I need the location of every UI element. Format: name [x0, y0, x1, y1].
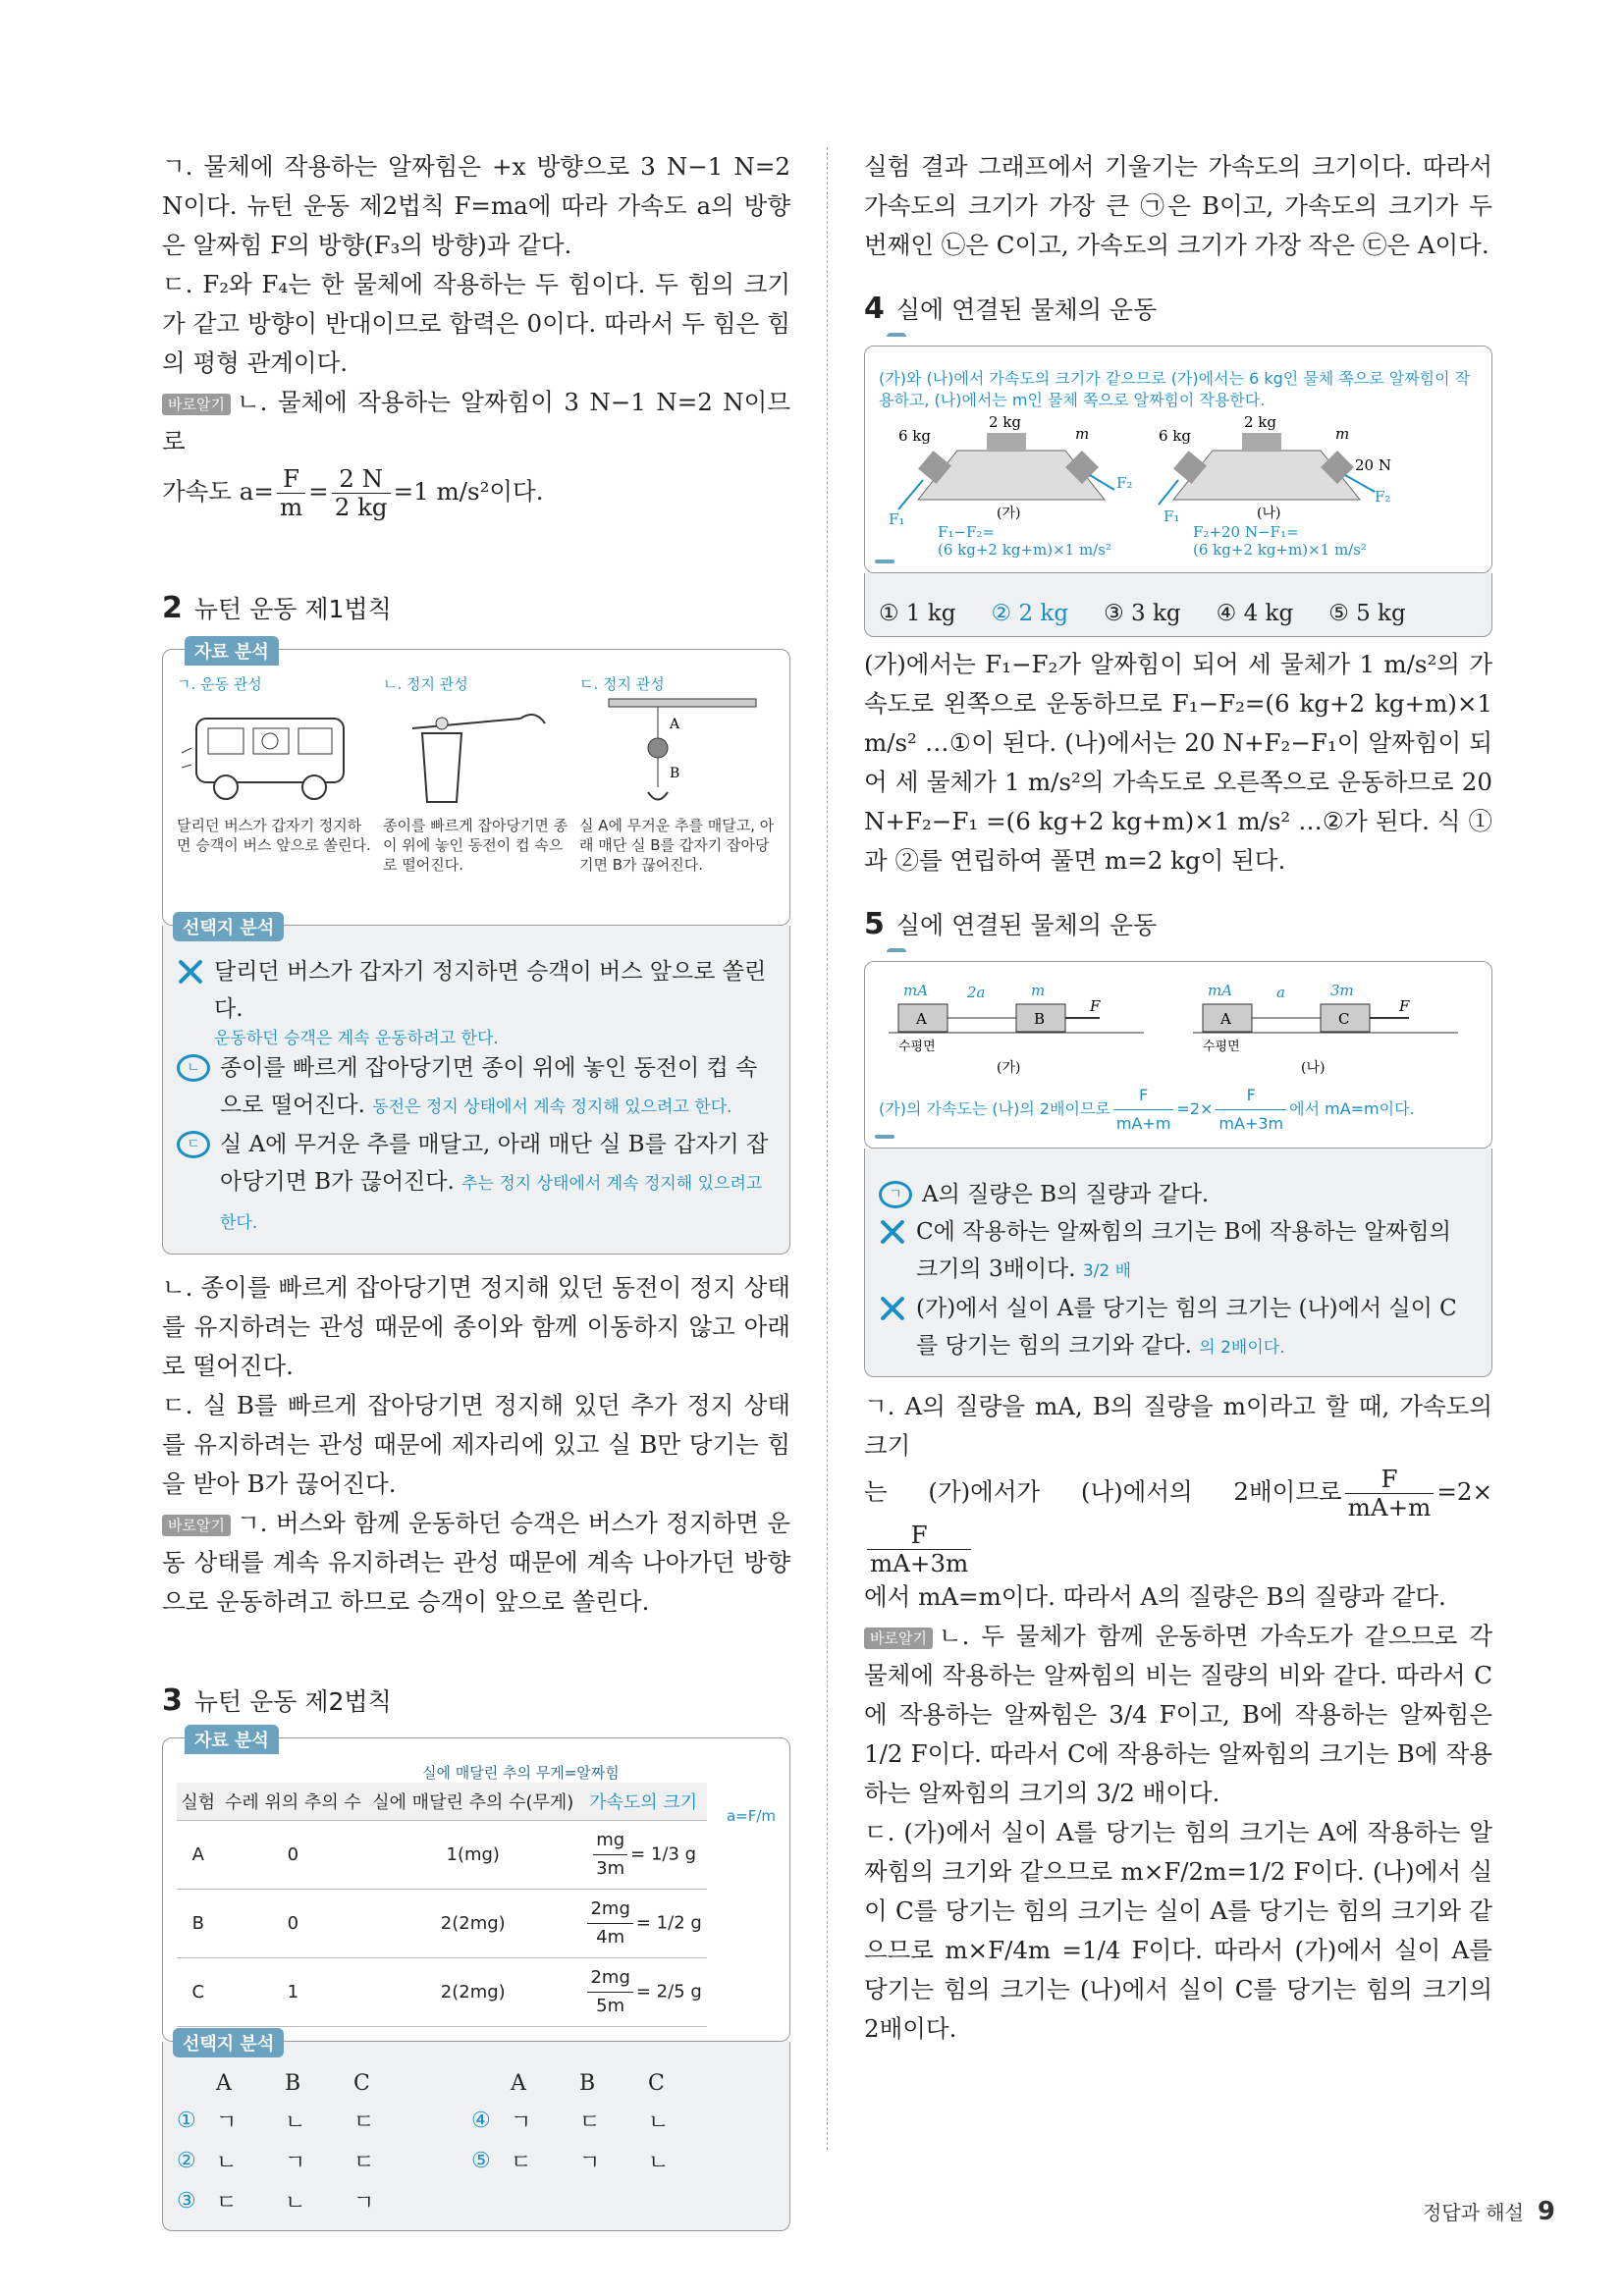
- svg-text:B: B: [1034, 1010, 1046, 1028]
- experiment-table: 실험 수레 위의 추의 수 실에 매달린 추의 수(무게) 가속도의 크기 A 0 1(mg) $\frac{mg}{3m}$ = 1/3 g B 0 2(2mg) $\frac{2mg}{4m}$ = 1/2 g C 1 2(2mg) $\frac{2mg}{5m}$ = 2/5 g: [177, 1783, 707, 2027]
- data-analysis-tab: 자료 분석: [185, 1725, 279, 1754]
- svg-text:F₂+20 N−F₁=: F₂+20 N−F₁=: [1193, 523, 1299, 541]
- section-heading: 3 뉴턴 운동 제2법칙: [162, 1683, 392, 1718]
- case-bus: ㄱ. 운동 관성 달리던 버스가 갑자기 정지하면 승객이 버스 앞으로 쏠린다.: [177, 673, 373, 875]
- data-analysis-box: [864, 346, 1492, 573]
- answer-option: ③ 3 kg: [1104, 601, 1181, 626]
- data-analysis-box: [864, 961, 1492, 1148]
- fix-tag: 바로알기: [162, 394, 231, 415]
- explanation-paragraph: 바로알기 ㄱ. 버스와 함께 운동하던 승객은 버스가 정지하면 운동 상태를 계속 유지하려는 관성 때문에 계속 나아가던 방향으로 운동하려고 하므로 승객이 앞으로 쏠린다.: [162, 1509, 790, 1616]
- svg-text:6 kg: 6 kg: [1159, 427, 1192, 445]
- svg-text:2 kg: 2 kg: [989, 413, 1022, 431]
- cup-coin-illustration: [383, 694, 560, 812]
- case-string: ㄷ. 정지 관성 A B 실 A에 무거운 추를 매달고, 아래 매단 실 B를 갑자기 잡아당기면 B가 끊어진다.: [579, 675, 775, 874]
- svg-text:2a: 2a: [967, 984, 986, 1001]
- svg-text:mA: mA: [1208, 982, 1233, 999]
- svg-text:(가): (가): [997, 506, 1021, 521]
- svg-text:F₂: F₂: [1375, 488, 1391, 506]
- svg-text:F₂: F₂: [1116, 474, 1133, 492]
- fix-tag: 바로알기: [864, 1628, 933, 1649]
- svg-text:3m: 3m: [1330, 982, 1354, 999]
- circle-mark-icon: ㄷ: [177, 1131, 210, 1158]
- choice-analysis: [162, 2034, 790, 2231]
- answer-option: ⑤ 5 kg: [1328, 601, 1406, 626]
- section-heading: 4 실에 연결된 물체의 운동: [864, 292, 1158, 326]
- svg-text:수평면: 수평면: [1203, 1040, 1240, 1054]
- choice-item: ㄱ A의 질량은 B의 질량과 같다.: [879, 1176, 1478, 1213]
- x-mark-icon: [177, 958, 204, 986]
- table-row: A 0 1(mg) $\frac{mg}{3m}$ = 1/3 g: [177, 1821, 707, 1890]
- svg-text:a: a: [1276, 984, 1285, 1001]
- svg-text:(6 kg+2 kg+m)×1 m/s²: (6 kg+2 kg+m)×1 m/s²: [938, 541, 1111, 559]
- analysis-note: (가)와 (나)에서 가속도의 크기가 같으므로 (가)에서는 6 kg인 물체 쪽으로 알짜힘이 작용하고, (나)에서는 m인 물체 쪽으로 알짜힘이 작용한다.: [879, 369, 1471, 409]
- fraction: $\frac{2 N}{2 kg}$: [332, 465, 391, 521]
- explanation-paragraph: ㄱ. 물체에 작용하는 알짜힘은 +x 방향으로 3 N−1 N=2 N이다. 뉴턴 운동 제2법칙 F=ma에 따라 가속도 a의 방향은 알짜힘 F의 방향(F₃의 방향)과 같다.: [162, 152, 790, 259]
- block-diagram: [879, 980, 1478, 1078]
- choice-item: ㄴ 종이를 빠르게 잡아당기면 종이 위에 놓인 동전이 컵 속으로 떨어진다. 동전은 정지 상태에서 계속 정지해 있으려고 한다.: [177, 1049, 776, 1126]
- svg-text:수평면: 수평면: [898, 1040, 936, 1054]
- explanation-paragraph: 는 (가)에서가 (나)에서의 2배이므로 $\frac{F}{mA+m}$ =2× $\frac{F}{mA+3m}$: [864, 1465, 1492, 1577]
- table-row: B 0 2(2mg) $\frac{2mg}{4m}$ = 1/2 g: [177, 1890, 707, 1958]
- table-row: C 1 2(2mg) $\frac{2mg}{5m}$ = 2/5 g: [177, 1958, 707, 2027]
- explanation-paragraph: ㄷ. 실 B를 빠르게 잡아당기면 정지해 있던 추가 정지 상태를 유지하려는 관성 때문에 제자리에 있고 실 B만 당기는 힘을 받아 B가 끊어진다.: [162, 1391, 790, 1498]
- fix-tag: 바로알기: [162, 1515, 231, 1536]
- choice-item: 달리던 버스가 갑자기 정지하면 승객이 버스 앞으로 쏠린다. 운동하던 승객은 계속 운동하려고 한다.: [177, 953, 776, 1049]
- svg-text:mA: mA: [903, 982, 929, 999]
- caption: 실 A에 무거운 추를 매달고, 아래 매단 실 B를 갑자기 잡아당기면 B가 끊어진다.: [579, 817, 775, 874]
- svg-text:(6 kg+2 kg+m)×1 m/s²: (6 kg+2 kg+m)×1 m/s²: [1193, 541, 1367, 559]
- explanation-paragraph: ㄴ. 종이를 빠르게 잡아당기면 정지해 있던 동전이 정지 상태를 유지하려는 관성 때문에 종이와 함께 이동하지 않고 아래로 떨어진다.: [162, 1273, 790, 1380]
- explanation-paragraph: 에서 mA=m이다. 따라서 A의 질량은 B의 질량과 같다.: [864, 1582, 1446, 1611]
- svg-text:F: F: [1399, 997, 1410, 1015]
- answer-grid: A B C A B C ① ㄱ ㄴ ㄷ ④ ㄱ ㄷ ㄴ ② ㄴ ㄱ ㄷ ⑤ ㄷ ㄱ ㄴ ③ ㄷ ㄴ ㄱ: [177, 2071, 670, 2216]
- x-mark-icon: [879, 1295, 906, 1322]
- choice-item: C에 작용하는 알짜힘의 크기는 B에 작용하는 알짜힘의 크기의 3배이다. 3/2 배: [879, 1213, 1478, 1290]
- incline-diagram: [879, 411, 1478, 559]
- section-heading: 5 실에 연결된 물체의 운동: [864, 907, 1158, 941]
- choice-analysis: [864, 573, 1492, 637]
- explanation-paragraph: ㄱ. A의 질량을 mA, B의 질량을 m이라고 할 때, 가속도의 크기: [864, 1392, 1492, 1460]
- page-footer: [1423, 2197, 1555, 2226]
- footer-label: 정답과 해설: [1422, 2201, 1524, 2224]
- data-analysis-box: [162, 1731, 790, 2042]
- svg-text:F₁: F₁: [1164, 507, 1180, 525]
- answer-option: ④ 4 kg: [1216, 601, 1294, 626]
- svg-text:F₁: F₁: [889, 510, 905, 528]
- explanation-paragraph: (가)에서는 F₁−F₂가 알짜힘이 되어 세 물체가 1 m/s²의 가속도로 왼쪽으로 운동하므로 F₁−F₂=(6 kg+2 kg+m)×1 m/s² …①이 된다. (나)에서는 20 N+F₂−F₁이 알짜힘이 되어 세 물체가 1 m/s²의 가속도로 오른쪽으로 운동하므로 20 N+F₂−F₁ =(6 kg+2 kg+m)×1 m/s² …②가 된다. 식 ①과 ②를 연립하여 풀면 m=2 kg이 된다.: [864, 650, 1492, 875]
- case-coin: ㄴ. 정지 관성 종이를 빠르게 잡아당기면 종이 위에 놓인 동전이 컵 속으로 떨어진다.: [383, 675, 568, 874]
- choice-analysis-tab: [875, 1135, 894, 1139]
- svg-text:2 kg: 2 kg: [1244, 413, 1277, 431]
- svg-text:m: m: [1031, 982, 1046, 999]
- column-divider: [827, 147, 828, 2150]
- answer-option: ① 1 kg: [879, 601, 956, 626]
- section-heading: 2 뉴턴 운동 제1법칙: [162, 591, 392, 625]
- svg-text:(나): (나): [1257, 506, 1281, 521]
- svg-text:6 kg: 6 kg: [898, 427, 932, 445]
- svg-text:m: m: [1075, 425, 1090, 443]
- x-mark-icon: [879, 1218, 906, 1246]
- acceleration-equation: 가속도 a= $\frac{F}{m}$ = $\frac{2 N}{2 kg}$ =1 m/s²이다.: [162, 464, 544, 521]
- bus-illustration: [177, 694, 363, 812]
- svg-text:F: F: [1090, 997, 1101, 1015]
- svg-text:C: C: [1338, 1010, 1350, 1028]
- svg-text:(가): (가): [997, 1060, 1021, 1076]
- answer-options: [879, 601, 1478, 626]
- left-column: [162, 147, 790, 2231]
- circle-mark-icon: ㄴ: [177, 1054, 210, 1082]
- circle-mark-icon: ㄱ: [879, 1181, 912, 1208]
- explanation-paragraph: 바로알기 ㄴ. 물체에 작용하는 알짜힘이 3 N−1 N=2 N이므로: [162, 388, 790, 455]
- svg-text:20 N: 20 N: [1355, 456, 1391, 474]
- choice-analysis-tab: [875, 560, 894, 563]
- answer-option-correct: ② 2 kg: [991, 601, 1069, 626]
- choice-analysis: [162, 918, 790, 1255]
- data-analysis-tab: [887, 948, 906, 952]
- svg-text:F₁−F₂=: F₁−F₂=: [938, 523, 995, 541]
- caption: 종이를 빠르게 잡아당기면 종이 위에 놓인 동전이 컵 속으로 떨어진다.: [383, 817, 568, 874]
- svg-text:(나): (나): [1301, 1060, 1326, 1076]
- choice-analysis-tab: 선택지 분석: [173, 912, 284, 941]
- choice-item: ㄷ 실 A에 무거운 추를 매달고, 아래 매단 실 B를 갑자기 잡아당기면 B가 끊어진다. 추는 정지 상태에서 계속 정지해 있으려고 한다.: [177, 1126, 776, 1242]
- explanation-paragraph: ㄷ. F₂와 F₄는 한 물체에 작용하는 두 힘이다. 두 힘의 크기가 같고 방향이 반대이므로 합력은 0이다. 따라서 두 힘은 힘의 평형 관계이다.: [162, 270, 790, 377]
- choice-analysis: [864, 1148, 1492, 1377]
- analysis-note: (가)의 가속도는 (나)의 2배이므로 $\frac{F}{mA+m}$ =2× $\frac{F}{mA+3m}$ 에서 mA=m이다.: [879, 1082, 1478, 1138]
- data-analysis-box: [162, 642, 790, 926]
- page-number: 9: [1537, 2197, 1555, 2226]
- svg-text:A: A: [916, 1010, 927, 1028]
- svg-text:A: A: [1220, 1010, 1231, 1028]
- choice-item: (가)에서 실이 A를 당기는 힘의 크기는 (나)에서 실이 C를 당기는 힘의 크기와 같다. 의 2배이다.: [879, 1290, 1478, 1366]
- data-analysis-tab: [887, 333, 906, 337]
- data-analysis-tab: 자료 분석: [185, 636, 279, 666]
- explanation-paragraph: 실험 결과 그래프에서 기울기는 가속도의 크기이다. 따라서 가속도의 크기가 가장 큰 ㉠은 B이고, 가속도의 크기가 두 번째인 ㉡은 C이고, 가속도의 크기가 가장 작은 ㉢은 A이다.: [864, 152, 1492, 259]
- label-b: B: [670, 766, 680, 781]
- explanation-paragraph: 바로알기 ㄴ. 두 물체가 함께 운동하면 가속도가 같으므로 각 물체에 작용하는 알짜힘의 비는 질량의 비와 같다. 따라서 C에 작용하는 알짜힘은 3/4 F이고, B에 작용하는 알짜힘은 1/2 F이다. 따라서 C에 작용하는 알짜힘의 크기는 B에 작용하는 알짜힘의 크기의 3/2 배이다.: [864, 1622, 1492, 1807]
- fraction: $\frac{F}{m}$: [277, 465, 305, 521]
- caption: 달리던 버스가 갑자기 정지하면 승객이 버스 앞으로 쏠린다.: [177, 817, 371, 854]
- table-note: 실에 매달린 추의 무게=알짜힘: [422, 1764, 620, 1782]
- choice-analysis-tab: 선택지 분석: [173, 2028, 284, 2057]
- string-weight-illustration: [579, 694, 766, 812]
- right-column: [864, 147, 1492, 2049]
- svg-text:m: m: [1335, 425, 1350, 443]
- explanation-paragraph: ㄷ. (가)에서 실이 A를 당기는 힘의 크기는 A에 작용하는 알짜힘의 크기와 같으므로 m×F/2m=1/2 F이다. (나)에서 실이 C를 당기는 힘의 크기는 실이 A를 당기는 힘의 크기와 같으므로 m×F/4m =1/4 F이다. 따라서 (가)에서 실이 A를 당기는 힘의 크기는 (나)에서 실이 C를 당기는 힘의 크기의 2배이다.: [864, 1818, 1492, 2043]
- accel-formula: a=F/m: [726, 1807, 776, 1825]
- label-a: A: [670, 717, 680, 732]
